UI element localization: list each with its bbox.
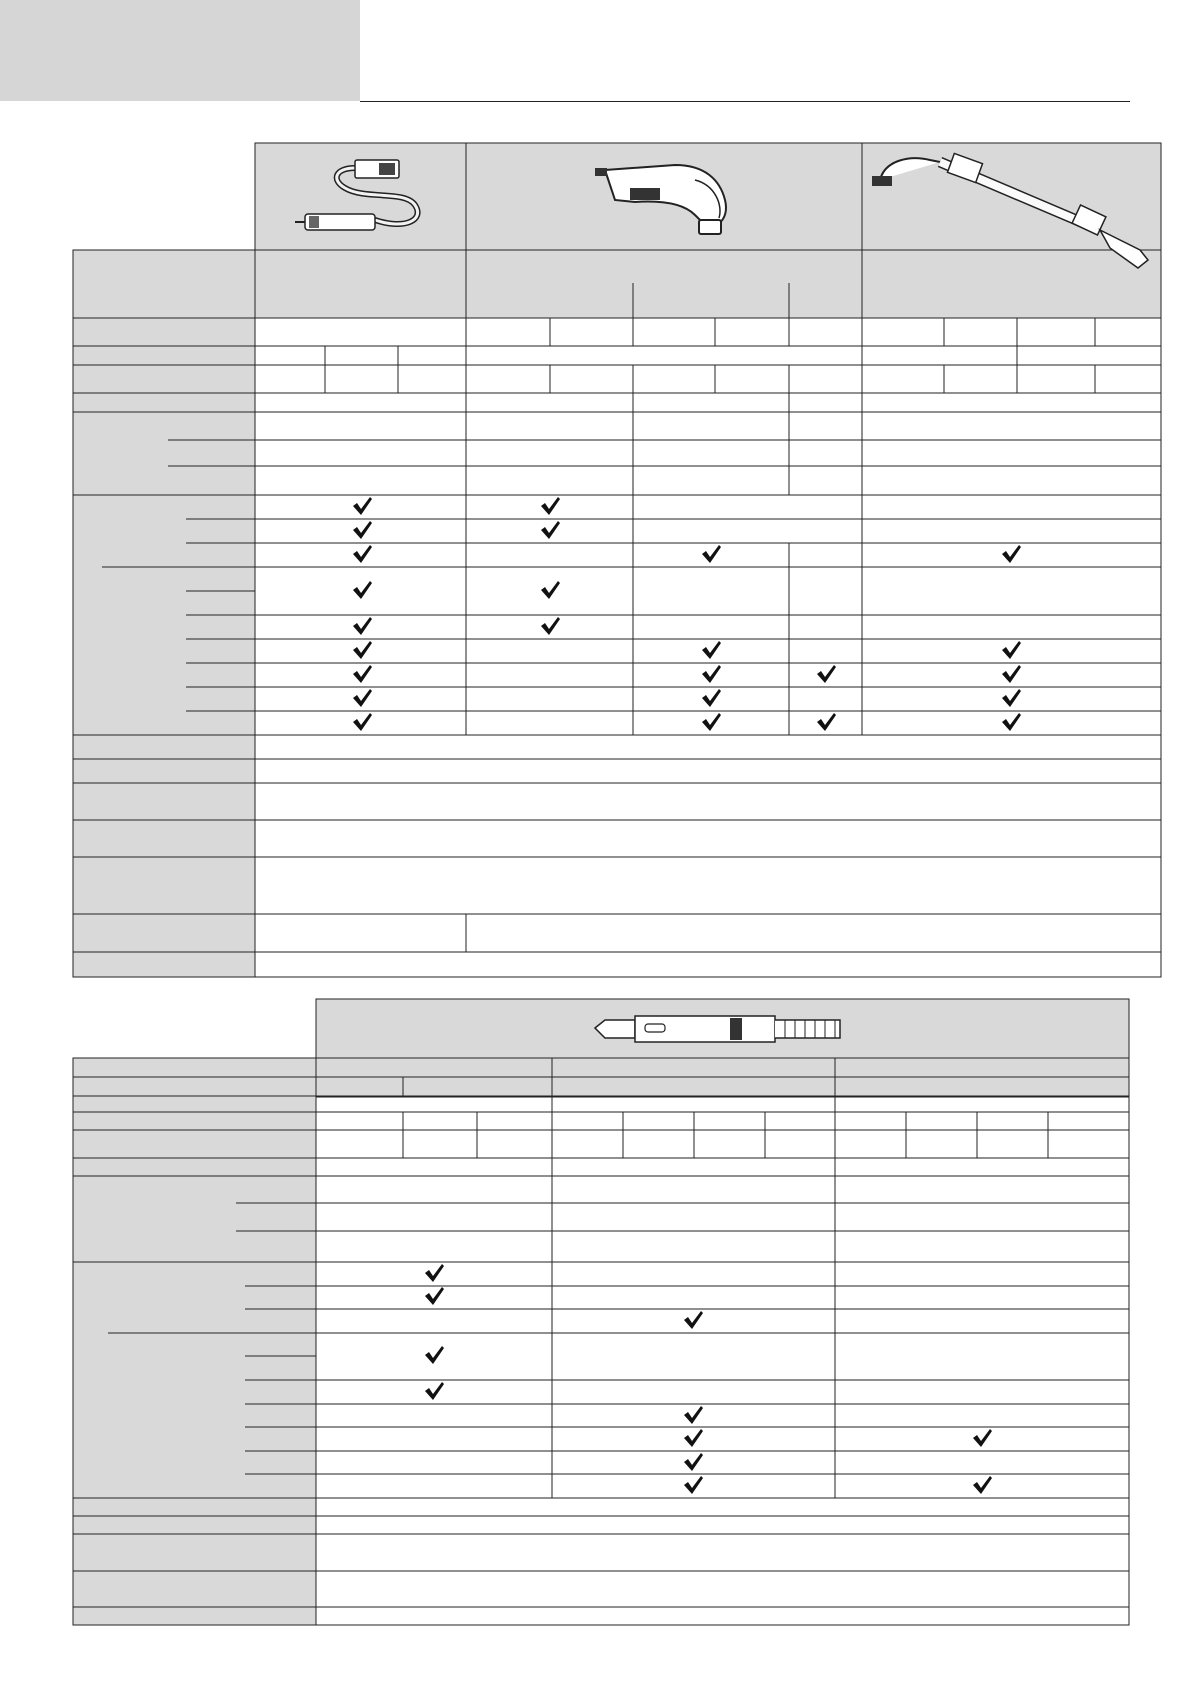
- checkmark-icon: [353, 713, 372, 731]
- checkmark-icon: [702, 713, 721, 731]
- checkmark-icon: [973, 1476, 992, 1494]
- checkmark-icon: [702, 689, 721, 707]
- checkmark-icon: [353, 689, 372, 707]
- checkmark-icon: [1002, 545, 1021, 563]
- checkmark-icon: [353, 641, 372, 659]
- checkmark-icon: [425, 1287, 444, 1305]
- checkmark-icon: [425, 1346, 444, 1364]
- checkmark-icon: [425, 1382, 444, 1400]
- table2-columns: [316, 1077, 1048, 1625]
- table-2: [73, 999, 1129, 1625]
- checkmark-icon: [541, 497, 560, 515]
- checkmark-icon: [541, 521, 560, 539]
- checkmark-icon: [702, 641, 721, 659]
- checkmark-icon: [353, 497, 372, 515]
- checkmark-icon: [353, 545, 372, 563]
- table1-label-column: [73, 250, 255, 977]
- checkmark-icon: [684, 1429, 703, 1447]
- checkmark-icon: [1002, 689, 1021, 707]
- table2-checkmarks: [425, 1264, 992, 1494]
- straight-torch-icon: [595, 1016, 840, 1042]
- table1-checkmarks: [353, 497, 1021, 731]
- checkmark-icon: [353, 617, 372, 635]
- checkmark-icon: [817, 713, 836, 731]
- checkmark-icon: [684, 1476, 703, 1494]
- checkmark-icon: [684, 1453, 703, 1471]
- checkmark-icon: [541, 581, 560, 599]
- table2-label-column: [73, 1058, 316, 1625]
- checkmark-icon: [425, 1264, 444, 1282]
- checkmark-icon: [684, 1406, 703, 1424]
- checkmark-icon: [1002, 641, 1021, 659]
- checkmark-icon: [702, 545, 721, 563]
- checkmark-icon: [353, 521, 372, 539]
- checkmark-icon: [1002, 713, 1021, 731]
- checkmark-icon: [684, 1311, 703, 1329]
- checkmark-icon: [1002, 665, 1021, 683]
- table1-columns: [255, 318, 1095, 977]
- checkmark-icon: [817, 665, 836, 683]
- table-1: [73, 143, 1161, 977]
- checkmark-icon: [353, 581, 372, 599]
- checkmark-icon: [541, 617, 560, 635]
- table2-image-band: [316, 999, 1129, 1097]
- checkmark-icon: [702, 665, 721, 683]
- checkmark-icon: [973, 1429, 992, 1447]
- checkmark-icon: [353, 665, 372, 683]
